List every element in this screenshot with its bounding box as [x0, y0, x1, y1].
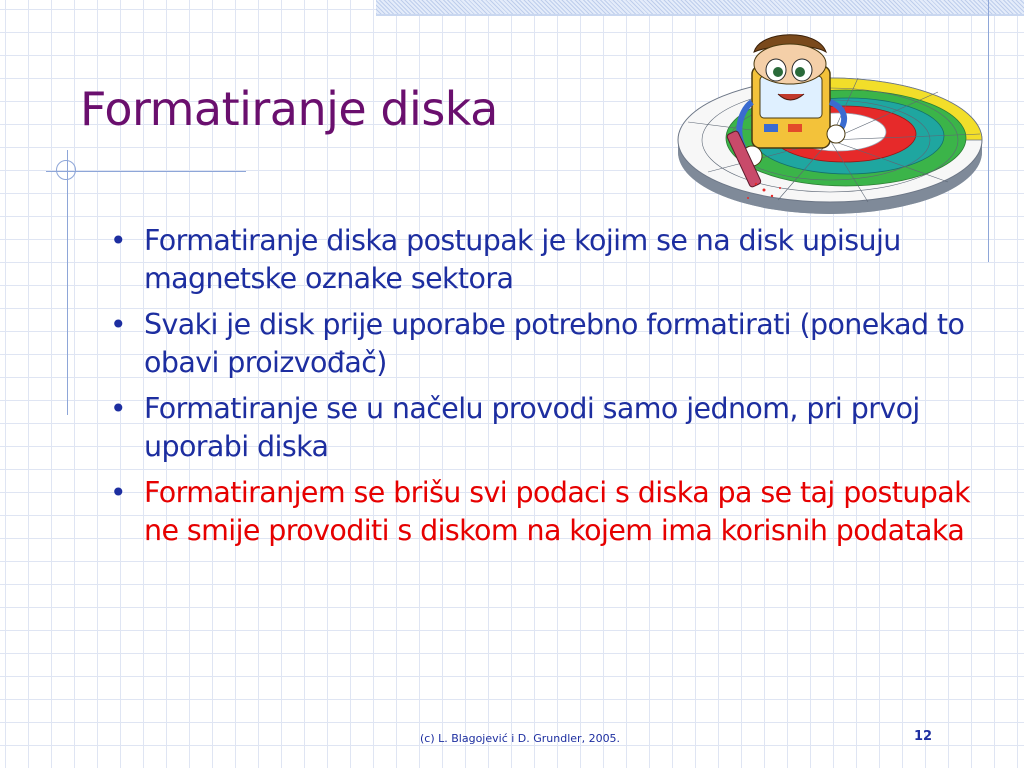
corner-circle-decoration	[56, 160, 76, 180]
bullet-text-3: Formatiranje se u načelu provodi samo jednom, pri prvoj uporabi diska	[144, 392, 920, 463]
bullet-text-2: Svaki je disk prije uporabe potrebno formatirati (ponekad to obavi proizvođač)	[144, 308, 965, 379]
top-decorative-band	[376, 0, 1024, 14]
page-number: 12	[914, 729, 933, 744]
bullet-item-1	[110, 222, 990, 298]
bullet-text-4: Formatiranjem se brišu svi podaci s diska pa se taj postupak ne smije provoditi s diskom na kojem ima korisnih podataka	[144, 476, 971, 547]
bullet-symbol: •	[110, 224, 126, 257]
bullet-text-1: Formatiranje diska postupak je kojim se na disk upisuju magnetske oznake sektora	[144, 224, 901, 295]
bullet-symbol: •	[110, 476, 126, 509]
slide-footer: (c) L. Blagojević i D. Grundler, 2005.	[420, 732, 621, 745]
bullet-symbol: •	[110, 308, 126, 341]
bullet-list	[110, 222, 990, 558]
bullet-item-2	[110, 306, 990, 382]
bullet-symbol: •	[110, 392, 126, 425]
disk-formatting-cartoon-icon	[668, 22, 988, 222]
bullet-item-4-warning	[110, 474, 990, 550]
slide-title: Formatiranje diska	[80, 82, 498, 136]
title-underline-decoration	[46, 171, 246, 172]
bullet-item-3	[110, 390, 990, 466]
top-band-edge	[376, 14, 1024, 16]
left-vertical-decoration	[67, 150, 68, 415]
